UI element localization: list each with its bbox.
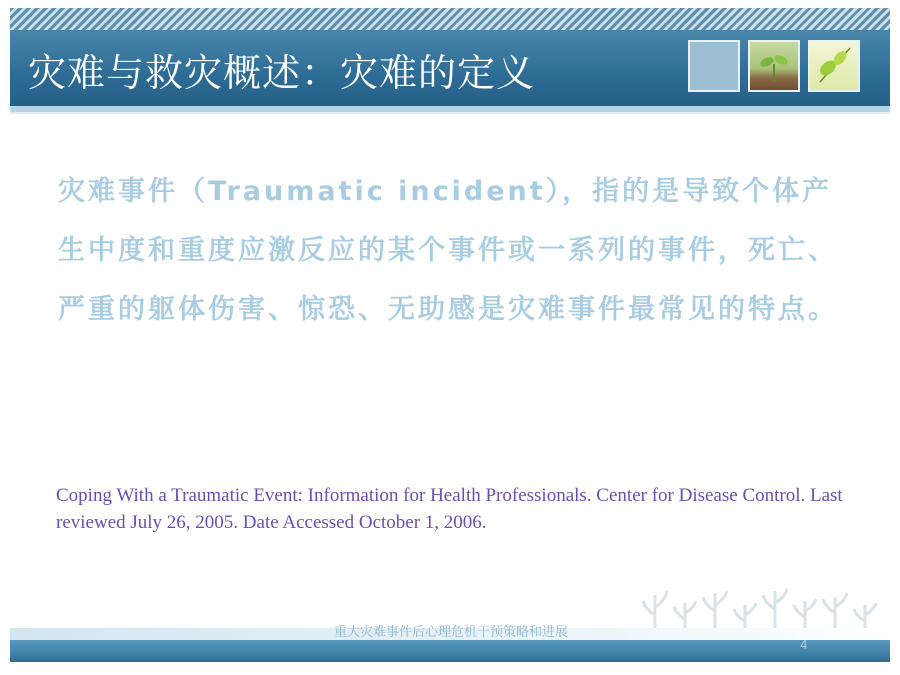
definition-paragraph: 灾难事件（Traumatic incident），指的是导致个体产生中度和重度应激反应的某个事件或一系列的事件，死亡、严重的躯体伤害、惊恐、无助感是灾难事件最常见的特点。 <box>58 176 838 325</box>
leaves-icon <box>810 42 858 90</box>
header-stripe-band <box>10 8 890 32</box>
blank-thumbnail <box>688 40 740 92</box>
seedling-thumbnail <box>748 40 800 92</box>
seedling-icon <box>750 42 798 90</box>
page-number: 4 <box>800 638 808 652</box>
footer-text: 重大灾难事件后心理危机干预策略和进展 <box>333 625 568 640</box>
footer-bar <box>10 640 890 662</box>
slide-title: 灾难与救灾概述：灾难的定义 <box>28 51 536 95</box>
title-underline-light <box>10 112 890 114</box>
leaves-thumbnail <box>808 40 860 92</box>
citation-text: Coping With a Traumatic Event: Information for Health Professionals. Center for Disease Control. Last reviewed July 26, 2005. Date Accessed October 1, 2006. <box>56 485 843 533</box>
